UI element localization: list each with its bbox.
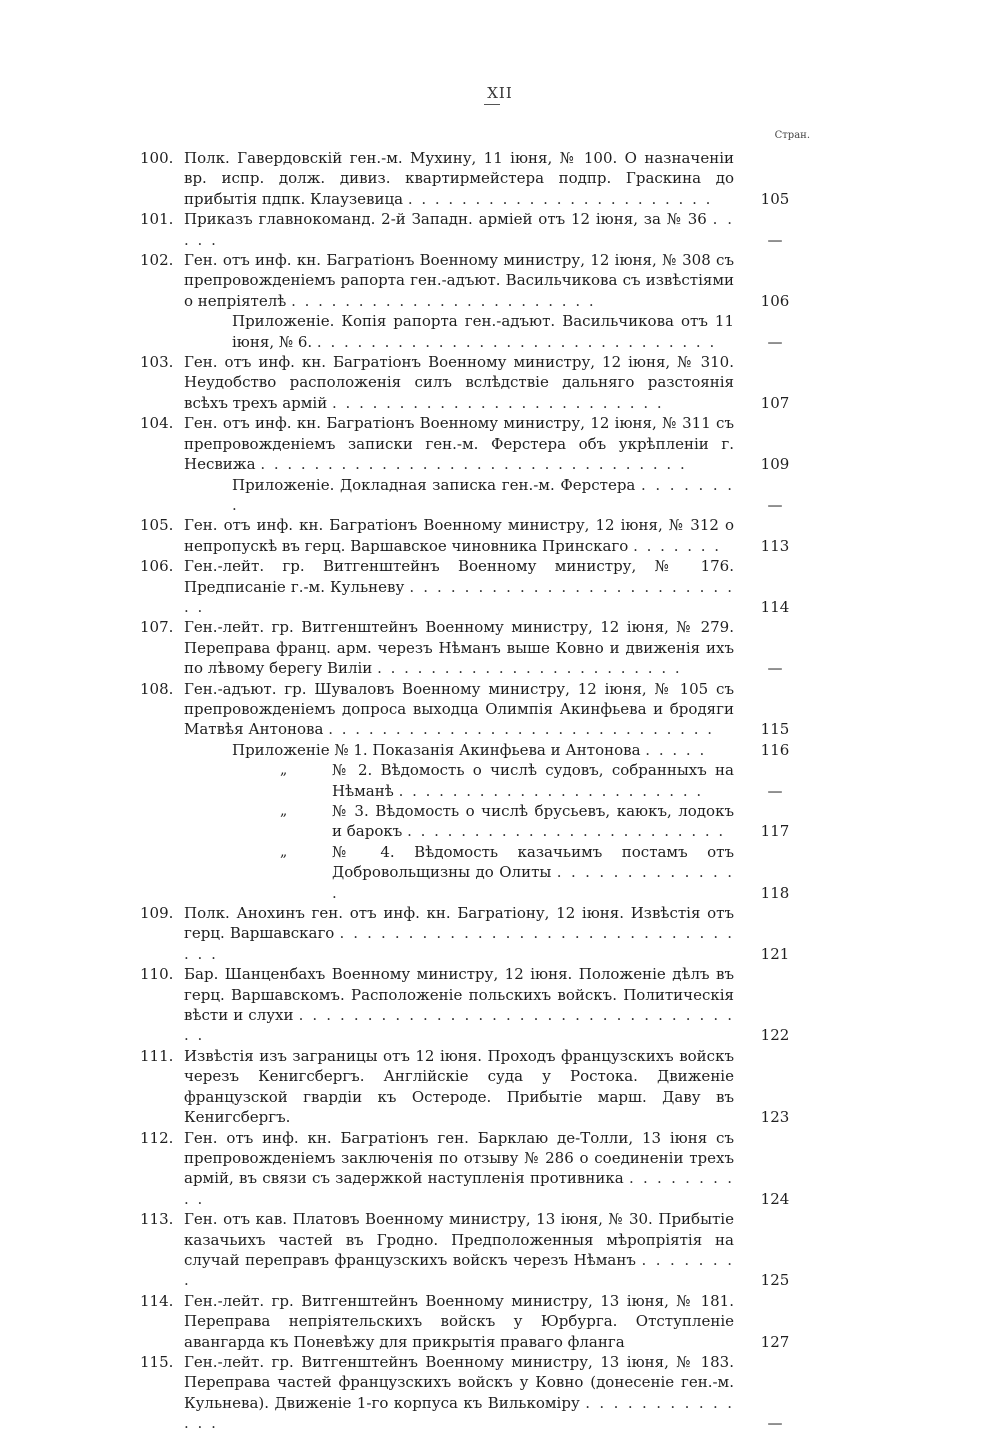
page-number: 116 bbox=[760, 740, 790, 759]
ditto-mark: „ bbox=[280, 803, 288, 819]
entry-number: 104. bbox=[140, 414, 174, 433]
toc-entry bbox=[140, 556, 800, 617]
page-number: 115 bbox=[760, 720, 790, 739]
entry-number: 108. bbox=[140, 679, 174, 698]
page-number: 123 bbox=[760, 1108, 790, 1127]
page-number: 106 bbox=[760, 291, 790, 310]
leader-dots: . . . . . . . . bbox=[184, 1250, 734, 1290]
leader-dots: . . . . . . . bbox=[633, 536, 722, 555]
page-number: 122 bbox=[760, 1026, 790, 1045]
page-number: 121 bbox=[760, 944, 790, 963]
entry-text-block bbox=[332, 801, 734, 842]
entry-number: 100. bbox=[140, 149, 174, 167]
leader-dots: . . . . . bbox=[184, 210, 734, 249]
leader-dots: . . . . . . . . . . . . . . . . . . . . . . . . . . . . . bbox=[328, 720, 714, 739]
leader-dots: . . . . . . . . . . . . . . bbox=[332, 863, 734, 902]
page-number: 125 bbox=[760, 1271, 790, 1290]
entry-title: № 4. Вѣдомость казачьимъ постамъ отъ Добровольщизны до Олиты bbox=[332, 842, 734, 882]
entry-title: Полк. Гавердовскій ген.-м. Мухину, 11 іюня, № 100. О назначеніи вр. испр. долж. дивиз. квартирмейстера подпр. Граскина до прибытія пдпк. Клаузевица bbox=[184, 149, 734, 208]
toc-entry bbox=[140, 413, 800, 474]
page-number: 118 bbox=[760, 883, 790, 902]
entry-title: Бар. Шанценбахъ Военному министру, 12 іюня. Положеніе дѣлъ въ герц. Варшавскомъ. Расположеніе польскихъ войскъ. Политическія вѣсти и слухи bbox=[184, 965, 734, 1025]
toc-entry bbox=[140, 903, 800, 964]
entry-text-block bbox=[332, 842, 734, 903]
entry-text-block bbox=[184, 352, 734, 413]
leader-dots: . . . . . bbox=[645, 740, 707, 759]
page-number: 109 bbox=[760, 455, 790, 474]
entry-title: Приложеніе № 1. Показанія Акинфьева и Антонова bbox=[232, 740, 641, 759]
leader-dots: . . . . . . . . . . . . . . . . . . . . . . . bbox=[291, 291, 596, 310]
entry-title: Ген.-адъют. гр. Шуваловъ Военному министру, 12 іюня, № 105 съ препровожденіемъ допроса выходца Олимпія Акинфьева и бродяги Матвѣя Антонова bbox=[184, 679, 734, 739]
entry-text-block bbox=[184, 617, 734, 678]
ditto-mark: „ bbox=[280, 762, 288, 779]
entry-text-block bbox=[184, 964, 734, 1046]
folio-rule bbox=[484, 104, 500, 105]
entry-number: 105. bbox=[140, 516, 174, 535]
entry-number: 109. bbox=[140, 904, 174, 923]
entry-number: 103. bbox=[140, 353, 174, 372]
toc-entry bbox=[140, 311, 800, 352]
entry-text-block bbox=[184, 679, 734, 740]
leader-dots: . . . . . . . . bbox=[232, 475, 734, 514]
entry-title: Ген. отъ кав. Платовъ Военному министру, 13 іюня, № 30. Прибытіе казачьихъ частей въ Гродно. Предположенныя мѣропріятія на случай переправъ французскихъ войскъ черезъ Нѣманъ bbox=[184, 1210, 734, 1269]
entry-title: Ген.-лейт. гр. Витгенштейнъ Военному министру, № 176. Предписаніе г.-м. Кульневу bbox=[184, 557, 734, 596]
entry-text-block bbox=[184, 556, 734, 617]
toc-entry bbox=[140, 740, 800, 760]
leader-dots: . . . . . . . . . . . . . . . . . . . . . . . bbox=[377, 659, 682, 678]
entry-number: 114. bbox=[140, 1291, 174, 1310]
entry-text-block bbox=[232, 740, 734, 760]
leader-dots: . . . . . . . . . . . . . . . . . . . . . . . . . . bbox=[184, 577, 734, 616]
page-number: — bbox=[767, 230, 783, 249]
entry-number: 112. bbox=[140, 1128, 174, 1147]
leader-dots: . . . . . . . . . . . . . . . . . . . . . . . bbox=[398, 781, 704, 800]
entry-text-block bbox=[332, 760, 734, 801]
entry-number: 101. bbox=[140, 210, 174, 229]
entry-text-block bbox=[184, 413, 734, 474]
entry-title: Ген.-лейт. гр. Витгенштейнъ Военному министру, 13 іюня, № 183. Переправа частей французскихъ войскъ у Ковно (донесеніе ген.-м. Кульнева). Движеніе 1-го корпуса къ Вилькоміру bbox=[184, 1352, 734, 1412]
entry-number: 115. bbox=[140, 1352, 174, 1371]
entry-title: Ген. отъ инф. кн. Багратіонъ Военному министру, 12 іюня, № 310. Неудобство расположенія силъ вслѣдствіе дальняго разстоянія всѣхъ трехъ армій bbox=[184, 353, 734, 412]
toc-entry bbox=[140, 250, 800, 311]
toc-entry bbox=[140, 1291, 800, 1352]
page-folio: XII bbox=[487, 84, 513, 102]
toc-entry bbox=[140, 1046, 800, 1128]
entry-number: 110. bbox=[140, 965, 174, 984]
toc-entry bbox=[140, 617, 800, 678]
entry-number: 106. bbox=[140, 557, 174, 576]
leader-dots: . . . . . . . . . . . . . . . . . . . . . . . . bbox=[407, 822, 726, 841]
entry-title: Извѣстія изъ заграницы отъ 12 іюня. Проходъ французскихъ войскъ черезъ Кенигсбергъ. Англійскіе суда у Ростока. Движеніе французской гвардіи къ Остероде. Прибытіе марш. Даву въ Кенигсбергъ. bbox=[184, 1046, 734, 1127]
toc-entry bbox=[140, 1352, 800, 1434]
leader-dots: . . . . . . . . . . . . . . bbox=[184, 1393, 734, 1433]
page-number: 107 bbox=[760, 393, 790, 412]
entry-number: 102. bbox=[140, 251, 174, 270]
entry-number: 111. bbox=[140, 1046, 174, 1065]
page-number: 114 bbox=[760, 597, 790, 616]
page-number: 124 bbox=[760, 1189, 790, 1208]
toc-entry bbox=[140, 475, 800, 516]
table-of-contents bbox=[140, 148, 800, 1434]
entry-title: Ген.-лейт. гр. Витгенштейнъ Военному министру, 13 іюня, № 181. Переправа непріятельскихъ войскъ у Юрбурга. Отступленіе авангарда къ Поневѣжу для прикрытія праваго фланга bbox=[184, 1291, 734, 1351]
entry-title: № 3. Вѣдомость о числѣ брусьевъ, каюкъ, лодокъ и барокъ bbox=[332, 802, 734, 841]
entry-title: Ген.-лейт. гр. Витгенштейнъ Военному министру, 12 іюня, № 279. Переправа франц. арм. черезъ Нѣманъ выше Ковно и движенія ихъ по лѣвому берегу Виліи bbox=[184, 618, 734, 678]
entry-title: Приложеніе. Докладная записка ген.-м. Ферстера bbox=[232, 475, 636, 494]
toc-entry bbox=[140, 964, 800, 1046]
toc-entry bbox=[140, 679, 800, 740]
entry-title: Полк. Анохинъ ген. отъ инф. кн. Багратіону, 12 іюня. Извѣстія отъ герц. Варшавскаго bbox=[184, 904, 734, 943]
toc-entry bbox=[140, 148, 800, 209]
page-number: — bbox=[767, 659, 783, 678]
entry-text-block bbox=[184, 515, 734, 556]
entry-text-block bbox=[184, 148, 734, 209]
entry-text-block bbox=[232, 311, 734, 352]
toc-entry bbox=[140, 801, 800, 842]
entry-title: Ген. отъ инф. кн. Багратіонъ Военному министру, 12 іюня, № 308 съ препровожденіемъ рапорта ген.-адъют. Васильчикова съ извѣстіями о непріятелѣ bbox=[184, 251, 734, 310]
page-column-header: Стран. bbox=[774, 130, 810, 141]
leader-dots: . . . . . . . . . . . . . . . . . . . . . . . . . . . . . . . . bbox=[260, 455, 687, 474]
toc-entry bbox=[140, 842, 800, 903]
entry-text-block bbox=[184, 1291, 734, 1352]
toc-entry bbox=[140, 1209, 800, 1291]
entry-text-block bbox=[184, 903, 734, 964]
entry-text-block bbox=[184, 1128, 734, 1210]
entry-number: 107. bbox=[140, 618, 174, 637]
entry-text-block bbox=[184, 250, 734, 311]
entry-text-block bbox=[184, 1352, 734, 1434]
page-number: — bbox=[767, 781, 783, 800]
leader-dots: . . . . . . . . . . . . . . . . . . . . . . . . . . . . . . bbox=[316, 332, 717, 351]
toc-entry bbox=[140, 209, 800, 250]
page-number: — bbox=[767, 332, 783, 351]
entry-text-block bbox=[184, 1209, 734, 1291]
toc-entry bbox=[140, 1128, 800, 1210]
page-number: — bbox=[767, 1414, 783, 1433]
entry-number: 113. bbox=[140, 1210, 174, 1229]
entry-text-block bbox=[232, 475, 734, 516]
page-number: 127 bbox=[760, 1332, 790, 1351]
leader-dots: . . . . . . . . . . . . . . . . . . . . . . . . . bbox=[332, 393, 664, 412]
leader-dots: . . . . . . . . . . bbox=[184, 1169, 734, 1208]
toc-entry bbox=[140, 760, 800, 801]
entry-title: Ген. отъ инф. кн. Багратіонъ Военному министру, 12 іюня, № 312 о непропускѣ въ герц. Варшавское чиновника Принскаго bbox=[184, 516, 734, 555]
toc-entry bbox=[140, 352, 800, 413]
toc-entry bbox=[140, 515, 800, 556]
leader-dots: . . . . . . . . . . . . . . . . . . . . . . . bbox=[407, 189, 713, 208]
entry-title: № 2. Вѣдомость о числѣ судовъ, собранныхъ на Нѣманѣ bbox=[332, 761, 734, 800]
page-number: 105 bbox=[760, 189, 790, 208]
entry-title: Приказъ главнокоманд. 2-й Западн. арміей отъ 12 іюня, за № 36 bbox=[184, 210, 707, 229]
page-number: 113 bbox=[760, 536, 790, 555]
ditto-mark: „ bbox=[280, 843, 288, 860]
page-number: 117 bbox=[760, 822, 790, 841]
leader-dots: . . . . . . . . . . . . . . . . . . . . . . . . . . . . . . . . bbox=[184, 924, 734, 963]
page-number: — bbox=[767, 495, 783, 514]
leader-dots: . . . . . . . . . . . . . . . . . . . . . . . . . . . . . . . . . . bbox=[184, 1006, 734, 1045]
entry-text-block bbox=[184, 1046, 734, 1128]
entry-text-block bbox=[184, 209, 734, 250]
entry-title: Ген. отъ инф. кн. Багратіонъ Военному министру, 12 іюня, № 311 съ препровожденіемъ записки ген.-м. Ферстера объ укрѣпленіи г. Несвижа bbox=[184, 414, 734, 474]
entry-title: Ген. отъ инф. кн. Багратіонъ ген. Барклаю де-Толли, 13 іюня съ препровожденіемъ заключенія по отзыву № 286 о соединеніи трехъ армій, въ связи съ задержкой наступленія противника bbox=[184, 1128, 734, 1188]
entry-title: Приложеніе. Копія рапорта ген.-адъют. Васильчикова отъ 11 іюня, № 6. bbox=[232, 312, 734, 351]
